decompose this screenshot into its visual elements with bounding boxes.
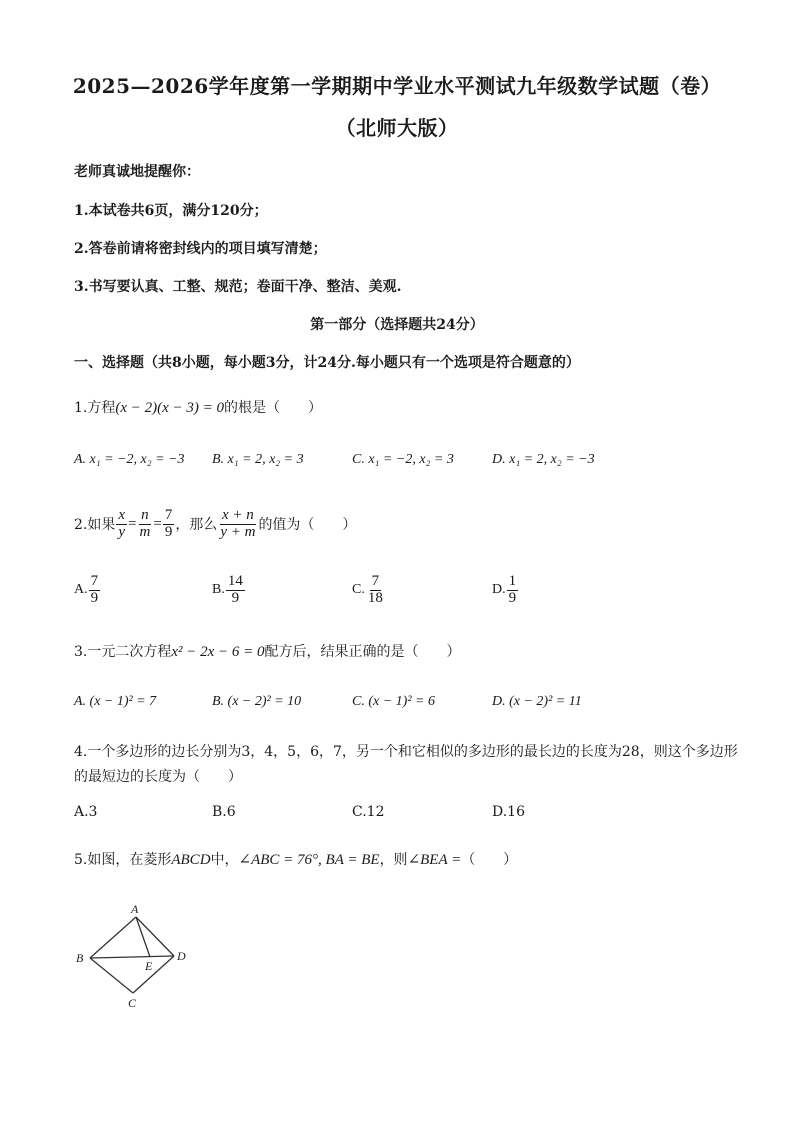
q2-fraction-3: $\frac{7}{9}$	[164, 507, 173, 540]
q1-option-c[interactable]: C. x₁ = −2, x₂ = 3	[352, 452, 454, 467]
q4-option-c[interactable]: C.12	[352, 804, 385, 820]
q3-equation: x² − 2x − 6 = 0	[171, 644, 265, 660]
q2-option-d[interactable]: D. $\frac{1}{9}$	[492, 573, 517, 606]
segment-ae	[136, 917, 150, 957]
q4-option-d[interactable]: D.16	[492, 804, 525, 820]
label-d: D	[177, 949, 186, 963]
q2-option-b[interactable]: B. $\frac{14}{9}$	[212, 573, 243, 606]
q2-middle: ，那么	[175, 517, 218, 534]
question-1	[74, 397, 322, 417]
part-title: 第一部分（选择题共24分）	[310, 317, 484, 333]
q1-option-a[interactable]: A. x₁ = −2, x₂ = −3	[74, 452, 185, 467]
question-5	[74, 849, 517, 869]
q4-option-a[interactable]: A.3	[74, 804, 98, 820]
label-e: E	[145, 959, 153, 973]
question-4-line-2: 的最短边的长度为（ ）	[74, 769, 242, 785]
segment-ab	[90, 917, 136, 958]
q2-fraction-1: $\frac{x}{y}$	[118, 507, 126, 540]
reminder-item-1: 1.本试卷共6页，满分120分；	[74, 203, 268, 219]
reminder-item-3: 3.书写要认真、工整、规范；卷面干净、整洁、美观.	[74, 279, 402, 295]
q2-option-a[interactable]: A. $\frac{7}{9}$	[74, 573, 99, 606]
reminder-heading: 老师真诚地提醒你：	[74, 164, 200, 180]
question-3	[74, 641, 461, 661]
section-heading: 一、选择题（共8小题，每小题3分，计24分.每小题只有一个选项是符合题意的）	[74, 355, 580, 371]
label-c: C	[128, 996, 137, 1010]
segment-bd	[90, 956, 174, 958]
segment-ad	[136, 917, 174, 956]
q5-sep: ，则	[379, 852, 408, 868]
label-b: B	[76, 951, 84, 965]
exam-subtitle: （北师大版）	[335, 116, 459, 140]
question-4-line-1: 4.一个多边形的边长分别为3，4，5，6，7，另一个和它相似的多边形的最长边的长度为28，则这个多边形	[74, 744, 738, 760]
q3-option-c[interactable]: C. (x − 1)² = 6	[352, 694, 435, 709]
reminder-item-2: 2.答卷前请将密封线内的项目填写清楚；	[74, 241, 327, 257]
rhombus-figure	[70, 900, 200, 1015]
q3-option-a[interactable]: A. (x − 1)² = 7	[74, 694, 157, 709]
segment-cd	[133, 956, 174, 993]
q5-ask: ∠BEA =	[407, 852, 462, 868]
label-a: A	[131, 902, 139, 916]
q5-mid: 中，	[210, 852, 239, 868]
q1-equation: (x − 2)(x − 3) = 0	[115, 400, 225, 416]
q5-shape: ABCD	[171, 852, 211, 868]
q1-option-b[interactable]: B. x₁ = 2, x₂ = 3	[212, 452, 304, 467]
q2-suffix: 的值为（ ）	[258, 517, 357, 534]
q3-suffix: 配方后，结果正确的是（ ）	[264, 644, 461, 660]
q3-prefix: 3.一元二次方程	[74, 644, 172, 660]
q5-suffix: （ ）	[461, 852, 518, 868]
q1-suffix: 的根是（ ）	[224, 400, 323, 416]
q3-option-b[interactable]: B. (x − 2)² = 10	[212, 694, 302, 709]
question-2: 2.如果 $\frac{x}{y}$ = $\frac{n}{m}$ = $\frac{7}{9}$ ，那么 $\frac{x + n}{y + m}$ 的值为（ ）	[74, 507, 357, 540]
q3-option-d[interactable]: D. (x − 2)² = 11	[492, 694, 582, 709]
q5-condition: ∠ABC = 76°, BA = BE	[238, 852, 380, 868]
q1-prefix: 1.方程	[74, 400, 116, 416]
q2-fraction-4: $\frac{x + n}{y + m}$	[220, 507, 256, 540]
segment-bc	[90, 958, 133, 993]
exam-title: 2025—2026学年度第一学期期中学业水平测试九年级数学试题（卷）	[72, 74, 722, 98]
q2-prefix: 2.如果	[74, 517, 116, 534]
q2-option-c[interactable]: C. $\frac{7}{18}$	[352, 573, 383, 606]
q5-prefix: 5.如图，在菱形	[74, 852, 172, 868]
q2-fraction-2: $\frac{n}{m}$	[139, 507, 151, 540]
q4-option-b[interactable]: B.6	[212, 804, 236, 820]
q1-option-d[interactable]: D. x₁ = 2, x₂ = −3	[492, 452, 595, 467]
